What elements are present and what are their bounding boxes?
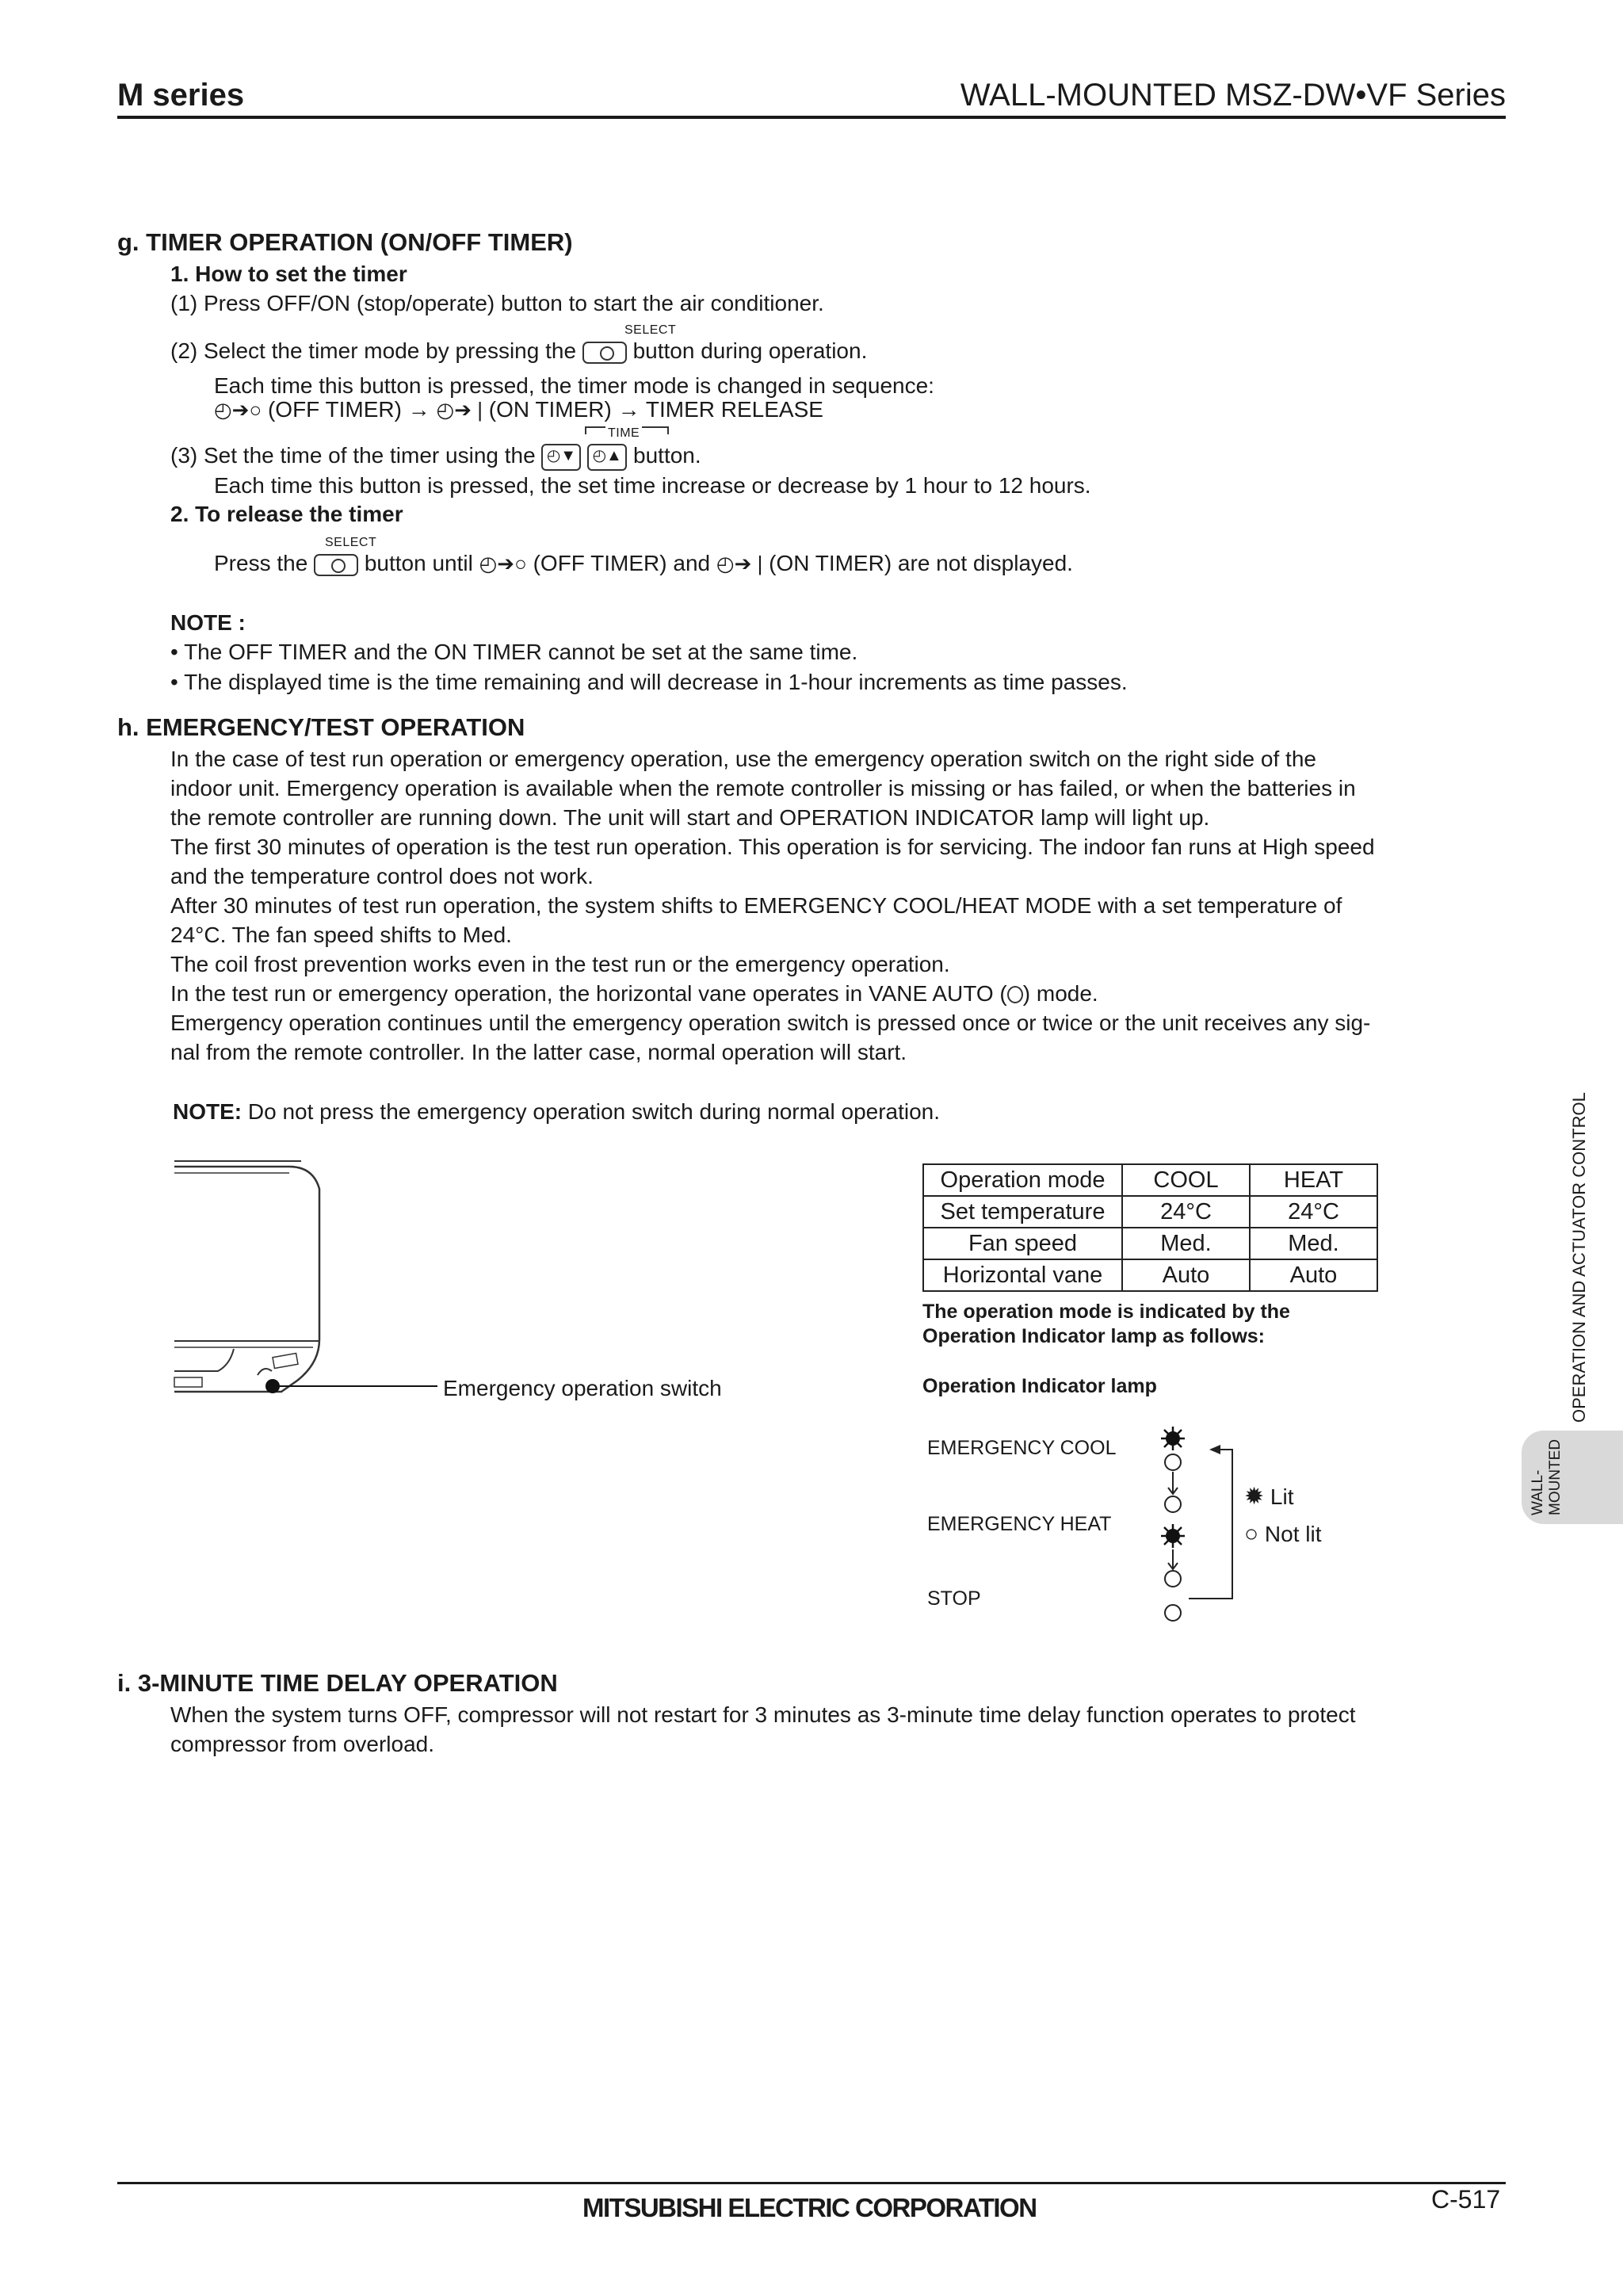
indicator-note-2: Operation Indicator lamp as follows: — [922, 1325, 1266, 1347]
h-line-11: nal from the remote controller. In the latter case, normal operation will start. — [170, 1040, 907, 1064]
legend-notlit-label: Not lit — [1264, 1522, 1322, 1546]
note-2: • The displayed time is the time remaining and will decrease in 1-hour increments as time passes. — [170, 670, 1128, 694]
h-line-9: In the test run or emergency operation, the horizontal vane operates in VANE AUTO ( ) mode. — [170, 981, 1098, 1006]
lit-lamp-icon: ✹ — [1244, 1484, 1265, 1510]
table-cell: Auto — [1250, 1259, 1377, 1291]
lamp-state-cool: EMERGENCY COOL — [927, 1437, 1117, 1459]
time-label: TIME — [605, 426, 642, 441]
document-title: WALL-MOUNTED MSZ-DW•VF Series — [960, 78, 1506, 113]
table-header-cell: Operation mode — [923, 1164, 1122, 1196]
release-timer-title: 2. To release the timer — [170, 502, 403, 526]
header-rule — [117, 116, 1506, 119]
step-3-before: (3) Set the time of the timer using the — [170, 443, 536, 468]
h-line-5: and the temperature control does not work. — [170, 864, 594, 888]
on-timer-icon: ◴➔ | — [436, 398, 483, 422]
table-row — [923, 1228, 1377, 1259]
table-cell: Auto — [1122, 1259, 1250, 1291]
legend-lit-label: Lit — [1270, 1484, 1294, 1509]
h-line-6: After 30 minutes of test run operation, the system shifts to EMERGENCY COOL/HEAT MODE with a set temperature of — [170, 893, 1342, 918]
step-3 — [170, 441, 701, 471]
step-2 — [170, 336, 867, 365]
h-line-7: 24°C. The fan speed shifts to Med. — [170, 923, 512, 947]
time-down-button-icon: ◴▼ — [541, 444, 581, 471]
lit-lamp-icon — [1161, 1427, 1185, 1450]
table-header-cell: COOL — [1122, 1164, 1250, 1196]
unlit-lamp-icon: ○ — [1244, 1521, 1259, 1547]
lit-lamp-icon — [1161, 1524, 1185, 1548]
tab-line-1: WALL- — [1529, 1469, 1546, 1515]
release-end: (ON TIMER) are not displayed. — [769, 551, 1073, 575]
step-2-before: (2) Select the timer mode by pressing the — [170, 338, 577, 363]
emergency-switch-dot — [265, 1379, 280, 1393]
seq-timer-release: TIMER RELEASE — [645, 397, 823, 422]
table-row — [923, 1259, 1377, 1291]
table-cell: Horizontal vane — [923, 1259, 1122, 1291]
select-button-icon — [314, 554, 358, 576]
lamp-diagram — [1149, 1423, 1244, 1625]
table-cell: Med. — [1250, 1228, 1377, 1259]
lamp-state-stop: STOP — [927, 1587, 981, 1610]
indicator-note-1: The operation mode is indicated by the — [922, 1301, 1290, 1323]
corporation-name: MITSUBISHI ELECTRIC CORPORATION — [582, 2193, 1037, 2222]
table-cell: 24°C — [1250, 1196, 1377, 1228]
step-2-after: button during operation. — [632, 338, 868, 363]
table-cell: 24°C — [1122, 1196, 1250, 1228]
operation-table — [922, 1163, 1378, 1292]
select-label: SELECT — [624, 323, 677, 337]
section-tab-label — [1529, 1439, 1564, 1515]
section-i-title: i. 3-MINUTE TIME DELAY OPERATION — [117, 1669, 558, 1697]
table-header-row — [923, 1164, 1377, 1196]
how-to-set-title: 1. How to set the timer — [170, 262, 407, 286]
table-cell: Set temperature — [923, 1196, 1122, 1228]
step-3-after: button. — [633, 443, 701, 468]
vane-auto-icon — [1007, 986, 1023, 1003]
table-row — [923, 1196, 1377, 1228]
release-mid1: button until — [364, 551, 473, 575]
time-up-button-icon: ◴▲ — [587, 444, 627, 471]
release-instruction — [214, 548, 1073, 579]
indoor-unit-illustration — [170, 1157, 448, 1403]
emergency-switch-leader — [279, 1385, 437, 1387]
off-timer-icon: ◴➔○ — [214, 398, 262, 422]
select-label-2: SELECT — [325, 536, 377, 549]
step-3-detail: Each time this button is pressed, the set time increase or decrease by 1 hour to 12 hours. — [214, 473, 1091, 498]
on-timer-icon: ◴➔ | — [716, 552, 763, 575]
step-1: (1) Press OFF/ON (stop/operate) button to start the air conditioner. — [170, 291, 824, 315]
lamp-state-heat: EMERGENCY HEAT — [927, 1513, 1112, 1535]
h-note-label: NOTE: — [173, 1099, 242, 1124]
sidebar-vertical-label: OPERATION AND ACTUATOR CONTROL — [1569, 1092, 1589, 1423]
section-i-line-1: When the system turns OFF, compressor will not restart for 3 minutes as 3-minute time delay function operates to protect — [170, 1702, 1356, 1727]
section-h-title: h. EMERGENCY/TEST OPERATION — [117, 713, 525, 741]
release-before: Press the — [214, 551, 308, 575]
legend-lit — [1244, 1482, 1294, 1511]
table-header-cell: HEAT — [1250, 1164, 1377, 1196]
footer-rule — [117, 2182, 1506, 2184]
h-line-3: the remote controller are running down. The unit will start and OPERATION INDICATOR lamp will light up. — [170, 805, 1210, 830]
h-line-1: In the case of test run operation or emergency operation, use the emergency operation switch on the right side of the — [170, 747, 1316, 771]
select-button-icon — [582, 342, 627, 364]
note-title: NOTE : — [170, 610, 246, 635]
off-timer-icon: ◴➔○ — [479, 552, 527, 575]
arrow-icon: → — [407, 397, 430, 422]
note-1: • The OFF TIMER and the ON TIMER cannot be set at the same time. — [170, 640, 858, 664]
tab-line-2: MOUNTED — [1547, 1438, 1564, 1515]
h-line-4: The first 30 minutes of operation is the test run operation. This operation is for servicing. The indoor fan runs at High speed — [170, 835, 1375, 859]
arrow-icon: → — [617, 397, 640, 422]
h-note — [173, 1097, 940, 1126]
seq-on-timer: (ON TIMER) — [488, 397, 612, 422]
h-note-text: Do not press the emergency operation switch during normal operation. — [242, 1099, 941, 1124]
h-line-10: Emergency operation continues until the emergency operation switch is pressed once or twice or the unit receives any sig- — [170, 1010, 1371, 1035]
section-g-title: g. TIMER OPERATION (ON/OFF TIMER) — [117, 228, 573, 256]
page-number: C-517 — [1431, 2185, 1501, 2214]
seq-off-timer: (OFF TIMER) — [267, 397, 402, 422]
indicator-title: Operation Indicator lamp — [922, 1375, 1157, 1397]
section-h-body — [170, 744, 1518, 1067]
legend-not-lit — [1244, 1519, 1321, 1549]
timer-sequence — [214, 395, 823, 425]
indicator-note — [922, 1300, 1290, 1349]
release-mid2: (OFF TIMER) and — [533, 551, 711, 575]
table-cell: Med. — [1122, 1228, 1250, 1259]
sequence-intro: Each time this button is pressed, the timer mode is changed in sequence: — [214, 373, 934, 398]
emergency-switch-label: Emergency operation switch — [443, 1376, 722, 1400]
series-label: M series — [117, 78, 245, 113]
table-cell: Fan speed — [923, 1228, 1122, 1259]
h-line-2: indoor unit. Emergency operation is available when the remote controller is missing or has failed, or when the batteries in — [170, 776, 1356, 800]
h-line-8: The coil frost prevention works even in the test run or the emergency operation. — [170, 952, 950, 976]
section-i-line-2: compressor from overload. — [170, 1732, 435, 1756]
